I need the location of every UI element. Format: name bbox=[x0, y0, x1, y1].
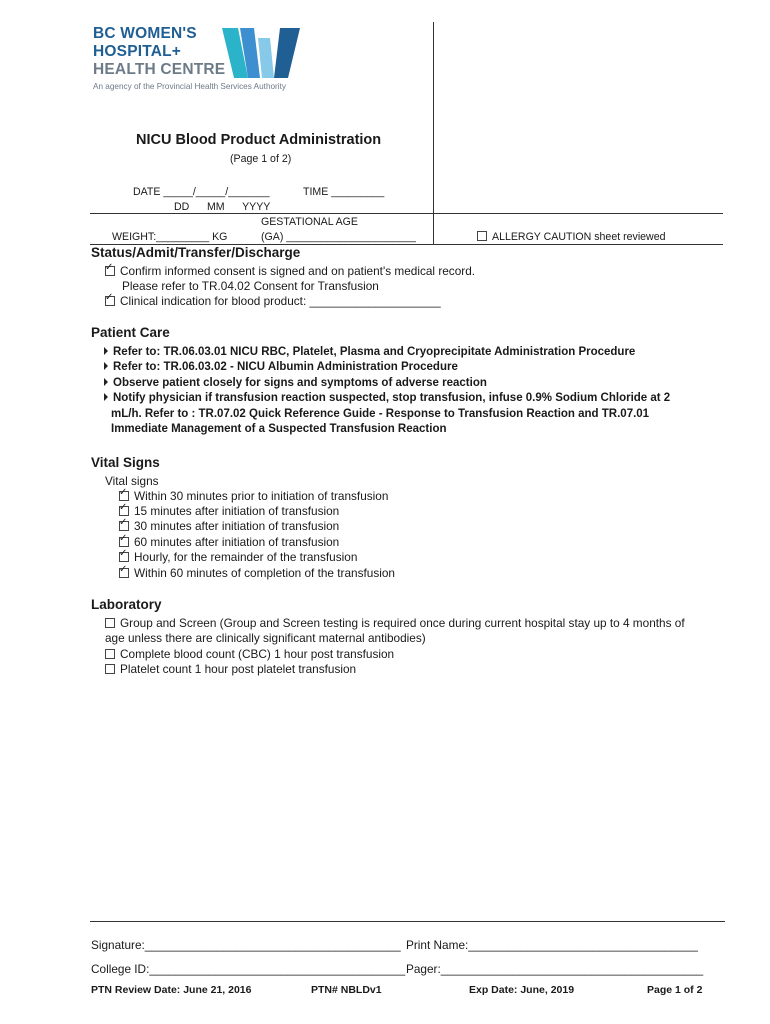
college-id-field[interactable]: College ID:_______________________________________ bbox=[91, 962, 406, 976]
header-divider bbox=[433, 22, 434, 244]
vital-sign-checkbox[interactable] bbox=[119, 537, 129, 547]
page-indicator: (Page 1 of 2) bbox=[230, 153, 292, 165]
lab-checkbox[interactable] bbox=[105, 649, 115, 659]
vital-sign-label: 60 minutes after initiation of transfusion bbox=[134, 535, 340, 549]
vital-sign-label: 30 minutes after initiation of transfusion bbox=[134, 519, 340, 533]
vital-sign-label: 15 minutes after initiation of transfusion bbox=[134, 504, 340, 518]
vital-signs-subheading: Vital signs bbox=[105, 474, 159, 488]
review-date: PTN Review Date: June 21, 2016 bbox=[91, 984, 252, 996]
date-units: DD MM YYYY bbox=[174, 201, 271, 213]
lab-platelet-row[interactable] bbox=[105, 662, 356, 676]
patient-care-item-3 bbox=[104, 377, 487, 389]
lab-group-screen-row[interactable] bbox=[105, 616, 685, 630]
lab-checkbox[interactable] bbox=[105, 664, 115, 674]
patient-care-text: Refer to: TR.06.03.01 NICU RBC, Platelet, Plasma and Cryoprecipitate Administration Procedure bbox=[113, 346, 636, 358]
patient-care-item-2 bbox=[104, 361, 458, 373]
lab-checkbox[interactable] bbox=[105, 618, 115, 628]
consent-reference: Please refer to TR.04.02 Consent for Transfusion bbox=[122, 279, 379, 293]
expiry-date: Exp Date: June, 2019 bbox=[469, 984, 575, 996]
vital-sign-label: Within 30 minutes prior to initiation of transfusion bbox=[134, 489, 389, 503]
vital-sign-row[interactable] bbox=[119, 489, 388, 503]
vital-signs-heading: Vital Signs bbox=[91, 455, 160, 470]
logo-tagline: An agency of the Provincial Health Services Authority bbox=[93, 82, 286, 91]
print-name-field[interactable]: Print Name:___________________________________ bbox=[406, 938, 698, 952]
patient-care-text: Notify physician if transfusion reaction suspected, stop transfusion, infuse 0.9% Sodium Chloride at 2 bbox=[113, 392, 671, 404]
date-field[interactable]: DATE _____/_____/_______ bbox=[133, 186, 270, 198]
vital-sign-row[interactable] bbox=[119, 566, 395, 580]
footer-page-indicator: Page 1 of 2 bbox=[647, 984, 703, 996]
clinical-indication-row[interactable] bbox=[105, 294, 441, 308]
lab-group-screen-cont: age unless there are clinically significant maternal antibodies) bbox=[105, 631, 426, 645]
logo-line-2: HOSPITAL+ bbox=[93, 43, 182, 60]
logo-line-3: HEALTH CENTRE bbox=[93, 61, 226, 78]
lab-label: Group and Screen (Group and Screen testing is required once during current hospital stay up to 4 months of bbox=[120, 616, 685, 630]
patient-care-item-4-cont: mL/h. Refer to : TR.07.02 Quick Reference Guide - Response to Transfusion Reaction and TR.07.01 bbox=[111, 408, 650, 420]
vital-sign-checkbox[interactable] bbox=[119, 568, 129, 578]
w-logo-icon bbox=[222, 28, 302, 78]
ptn-number: PTN# NBLDv1 bbox=[311, 984, 382, 996]
page-title: NICU Blood Product Administration bbox=[136, 132, 382, 148]
vital-sign-checkbox[interactable] bbox=[119, 552, 129, 562]
vital-sign-row[interactable] bbox=[119, 519, 339, 533]
bullet-arrow-icon bbox=[104, 362, 108, 370]
allergy-checkbox[interactable] bbox=[477, 231, 487, 241]
bullet-arrow-icon bbox=[104, 347, 108, 355]
vital-sign-row[interactable] bbox=[119, 535, 339, 549]
clinical-indication-checkbox[interactable] bbox=[105, 296, 115, 306]
status-heading: Status/Admit/Transfer/Discharge bbox=[91, 245, 301, 260]
patient-care-item-1 bbox=[104, 346, 635, 358]
time-field[interactable]: TIME _________ bbox=[303, 186, 385, 198]
logo-line-1: BC WOMEN'S bbox=[93, 25, 197, 42]
weight-field[interactable]: WEIGHT:_________ KG bbox=[112, 231, 228, 243]
vital-sign-checkbox[interactable] bbox=[119, 506, 129, 516]
ga-label: GESTATIONAL AGE bbox=[261, 216, 358, 228]
bullet-arrow-icon bbox=[104, 393, 108, 401]
patient-care-item-4-cont: Immediate Management of a Suspected Transfusion Reaction bbox=[111, 423, 447, 435]
allergy-caution-row[interactable] bbox=[477, 231, 666, 243]
laboratory-heading: Laboratory bbox=[91, 597, 162, 612]
vital-sign-label: Hourly, for the remainder of the transfusion bbox=[134, 550, 358, 564]
patient-care-text: Observe patient closely for signs and symptoms of adverse reaction bbox=[113, 377, 487, 389]
consent-label: Confirm informed consent is signed and on patient's medical record. bbox=[120, 264, 476, 278]
ga-field[interactable]: (GA) ______________________ bbox=[261, 231, 416, 243]
pager-field[interactable]: Pager:________________________________________ bbox=[406, 962, 704, 976]
lab-label: Complete blood count (CBC) 1 hour post transfusion bbox=[120, 647, 395, 661]
signature-rule bbox=[90, 921, 725, 922]
allergy-label: ALLERGY CAUTION sheet reviewed bbox=[492, 231, 666, 243]
header-rule bbox=[90, 213, 723, 214]
patient-care-item-4 bbox=[104, 392, 670, 404]
lab-cbc-row[interactable] bbox=[105, 647, 394, 661]
consent-checkbox[interactable] bbox=[105, 266, 115, 276]
vital-sign-row[interactable] bbox=[119, 550, 357, 564]
vital-sign-row[interactable] bbox=[119, 504, 339, 518]
signature-field[interactable]: Signature:_______________________________________ bbox=[91, 938, 401, 952]
vital-sign-label: Within 60 minutes of completion of the transfusion bbox=[134, 566, 395, 580]
patient-care-heading: Patient Care bbox=[91, 325, 170, 340]
lab-label: Platelet count 1 hour post platelet transfusion bbox=[120, 662, 357, 676]
vital-sign-checkbox[interactable] bbox=[119, 521, 129, 531]
patient-care-text: Refer to: TR.06.03.02 - NICU Albumin Administration Procedure bbox=[113, 361, 458, 373]
bullet-arrow-icon bbox=[104, 378, 108, 386]
clinical-indication-label: Clinical indication for blood product: ____________________ bbox=[120, 294, 441, 308]
consent-row[interactable] bbox=[105, 264, 475, 278]
vital-sign-checkbox[interactable] bbox=[119, 491, 129, 501]
